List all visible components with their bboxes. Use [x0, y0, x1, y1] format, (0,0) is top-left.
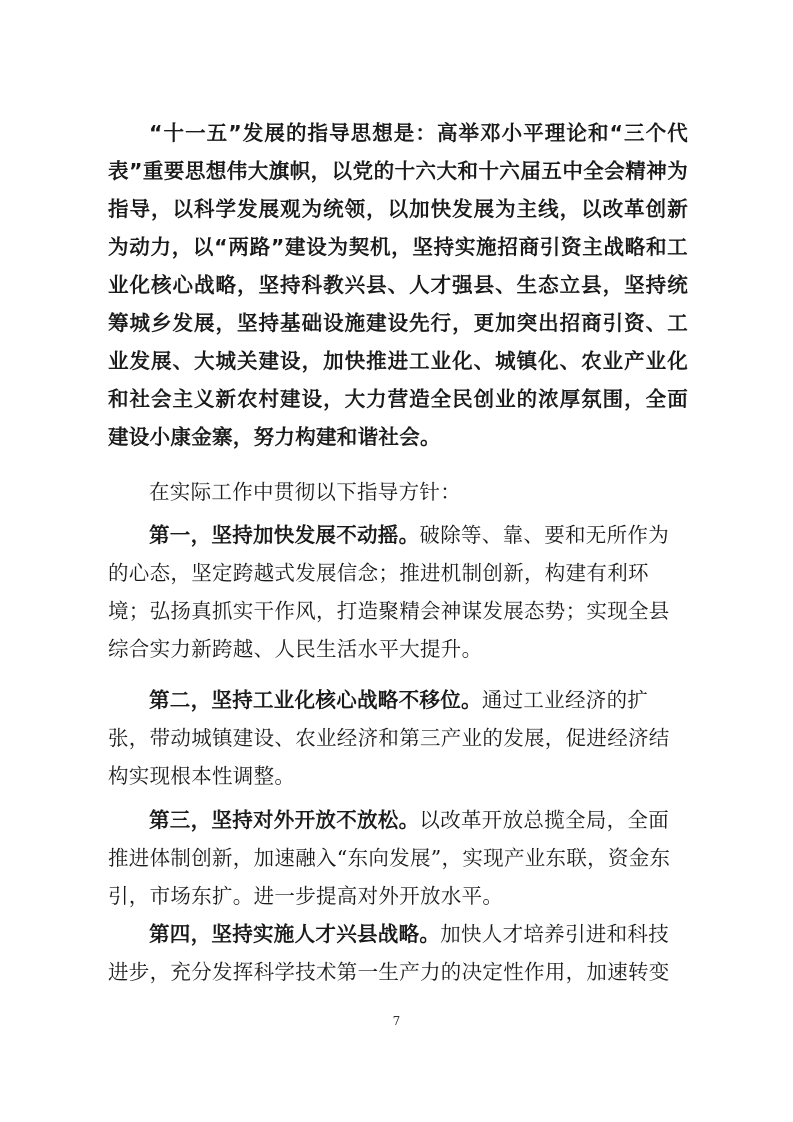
principle-1-body: 破除等、靠、要和无所作为的心态，坚定跨越式发展信念；推进机制创新，构建有利环境；弘扬真抓实干作风，打造聚精会神谋发展态势；实现全县综合实力新跨越、人民生活水平大提升。: [108, 523, 670, 661]
paragraph-principle-2: [108, 681, 688, 795]
principle-3-body: 以改革开放总揽全局，全面推进体制创新，加速融入“东向发展”，实现产业东联，资金东引，市场东扩。进一步提高对外开放水平。: [108, 808, 671, 908]
page-number: 7: [392, 1014, 401, 1028]
principle-4-body: 加快人才培养引进和科技进步，充分发挥科学技术第一生产力的决定性作用，加速转变: [108, 922, 670, 984]
principle-2-heading: 第二，坚持工业化核心战略不移位。: [149, 688, 482, 712]
paragraph-principle-3: [108, 801, 688, 915]
principle-4-heading: 第四，坚持实施人才兴县战略。: [149, 922, 441, 946]
paragraph-guiding-principles-intro: 在实际工作中贯彻以下指导方针：: [149, 480, 461, 504]
principle-3-heading: 第三，坚持对外开放不放松。: [149, 808, 420, 832]
principle-1-heading: 第一，坚持加快发展不动摇。: [149, 523, 420, 547]
paragraph-principle-1: [108, 516, 688, 668]
paragraph-principle-4: [108, 915, 688, 991]
principle-2-body: 通过工业经济的扩张，带动城镇建设、农业经济和第三产业的发展，促进经济结构实现根本性调整。: [108, 688, 670, 788]
paragraph-guiding-ideology: “十一五”发展的指导思想是：高举邓小平理论和“三个代表”重要思想伟大旗帜，以党的十六大和十六届五中全会精神为指导，以科学发展观为统领，以加快发展为主线，以改革创新为动力，以“两路”建设为契机，坚持实施招商引资主战略和工业化核心战略，坚持科教兴县、人才强县、生态立县，坚持统筹城乡发展，坚持基础设施建设先行，更加突出招商引资、工业发展、大城关建设，加快推进工业化、城镇化、农业产业化和社会主义新农村建设，大力营造全民创业的浓厚氛围，全面建设小康金寨，努力构建和谐社会。: [108, 121, 688, 449]
